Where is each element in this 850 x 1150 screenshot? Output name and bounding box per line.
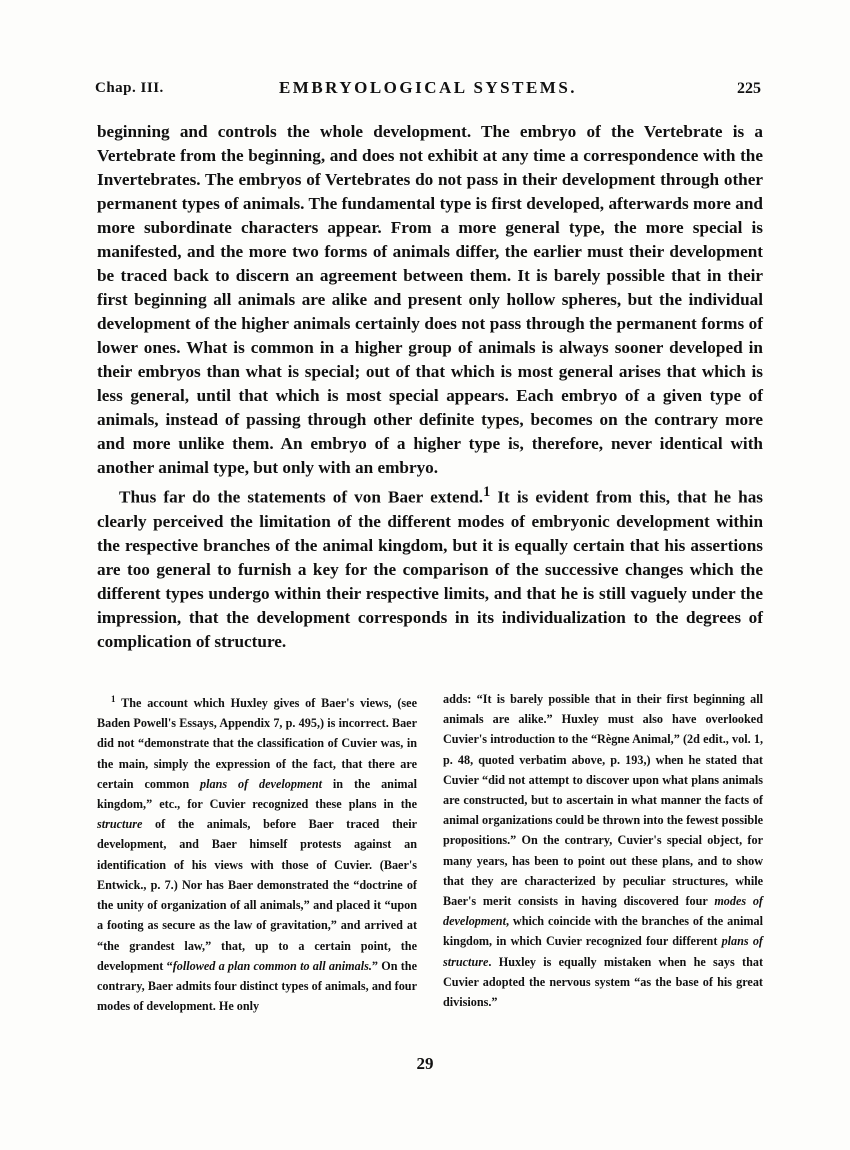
body-text <box>97 120 763 654</box>
paragraph-continued: beginning and controls the whole development. The embryo of the Vertebrate is a Vertebrate from the beginning, and does not exhibit at any time a correspondence with the Invertebrates. The embryos of Vertebrates do not pass in their development through other permanent types of animals. The fundamental type is first developed, afterwards more and more subordinate characters appear. From a more general type, the more special is manifested, and the more two forms of animals differ, the earlier must their development be traced back to discern an agreement between them. It is barely possible that in their first beginning all animals are alike and present only hollow spheres, but the individual development of the higher animals certainly does not pass through the permanent forms of lower ones. What is common in a higher group of animals is always sooner developed in their embryos than what is special; out of that which is most general arises that which is less general, until that which is most special appears. Each embryo of a given type of animals, instead of passing through other definite types, becomes on the contrary more and more unlike them. An embryo of a higher type is, therefore, never identical with another animal type, but only with an embryo. <box>97 122 763 477</box>
running-head <box>95 76 761 104</box>
footnote-text: The account which Huxley gives of Baer's views, (see Baden Powell's Essays, Appendix 7, p. 495,) is incorrect. Baer did not “demonstrate that the classification of Cuvier was, in the main, simply the expression of the fact, that there are certain common <box>97 696 417 791</box>
footnote-text: of the animals, before Baer traced their development, and Baer himself protests against an identification of his views with those of Cuvier. (Baer's Entwick., p. 7.) Nor has Baer demonstrated the “doctrine of the unity of organization of all animals,” and placed it “upon a footing as secure as the law of gravitation,” and arrived at “the grandest law,” that, up to a certain point, the development “ <box>97 817 417 973</box>
footnote-italic: plans of structure <box>443 934 763 969</box>
chapter-label: Chap. III. <box>95 80 164 96</box>
footnote-reference: 1 <box>483 484 491 500</box>
signature-mark: 29 <box>416 1054 434 1073</box>
footnote-text: , which coincide with the branches of the animal kingdom, in which Cuvier recognized four different <box>443 914 763 949</box>
footnote-italic: plans of development <box>200 776 322 791</box>
paragraph <box>97 480 763 654</box>
footnote-text: ” On the contrary, Baer admits four distinct types of animals, and four modes of development. He only <box>97 958 417 1014</box>
footnote-italic: structure <box>97 817 143 832</box>
footnote-text: adds: “It is barely possible that in their first beginning all animals are alike.” Huxley must also have overlooked Cuvier's introduction to the “Règne Animal,” (2d edit., vol. 1, p. 48, quoted verbatim above, p. 193,) when he stated that Cuvier “did not attempt to discover upon what plans animals are constructed, but to ascertain in what manner the facts of animal organizations could be thrown into the fewest possible propositions.” On the contrary, Cuvier's special object, for many years, has been to point out these plans, and to show that they are characterized by peculiar structures, while Baer's merit consists in having discovered four <box>443 692 763 909</box>
paragraph-text: It is evident from this, that he has clearly perceived the limitation of the different modes of embryonic development within the respective branches of the animal kingdom, but it is equally certain that his assertions are too general to furnish a key for the comparison of the successive changes which the different types undergo within their respective limits, and that he is still vaguely under the impression, that the development corresponds in its individualization to the degrees of complication of structure. <box>97 487 763 651</box>
running-title: EMBRYOLOGICAL SYSTEMS. <box>278 78 578 97</box>
paragraph-text: Thus far do the statements of von Baer extend. <box>119 487 484 507</box>
footnote-italic: modes of development <box>443 894 763 929</box>
footnote-column-left <box>97 689 417 1016</box>
footnote-text: . Huxley is equally mistaken when he says that Cuvier adopted the nervous system “as the base of his great divisions.” <box>443 954 763 1010</box>
footnote-column-right <box>443 689 763 1012</box>
footnote-text: in the animal kingdom,” etc., for Cuvier recognized these plans in the <box>97 776 417 812</box>
page-number: 225 <box>737 80 761 97</box>
footnote-marker: 1 <box>111 694 116 704</box>
footnote-italic: followed a plan common to all animals. <box>172 958 372 973</box>
